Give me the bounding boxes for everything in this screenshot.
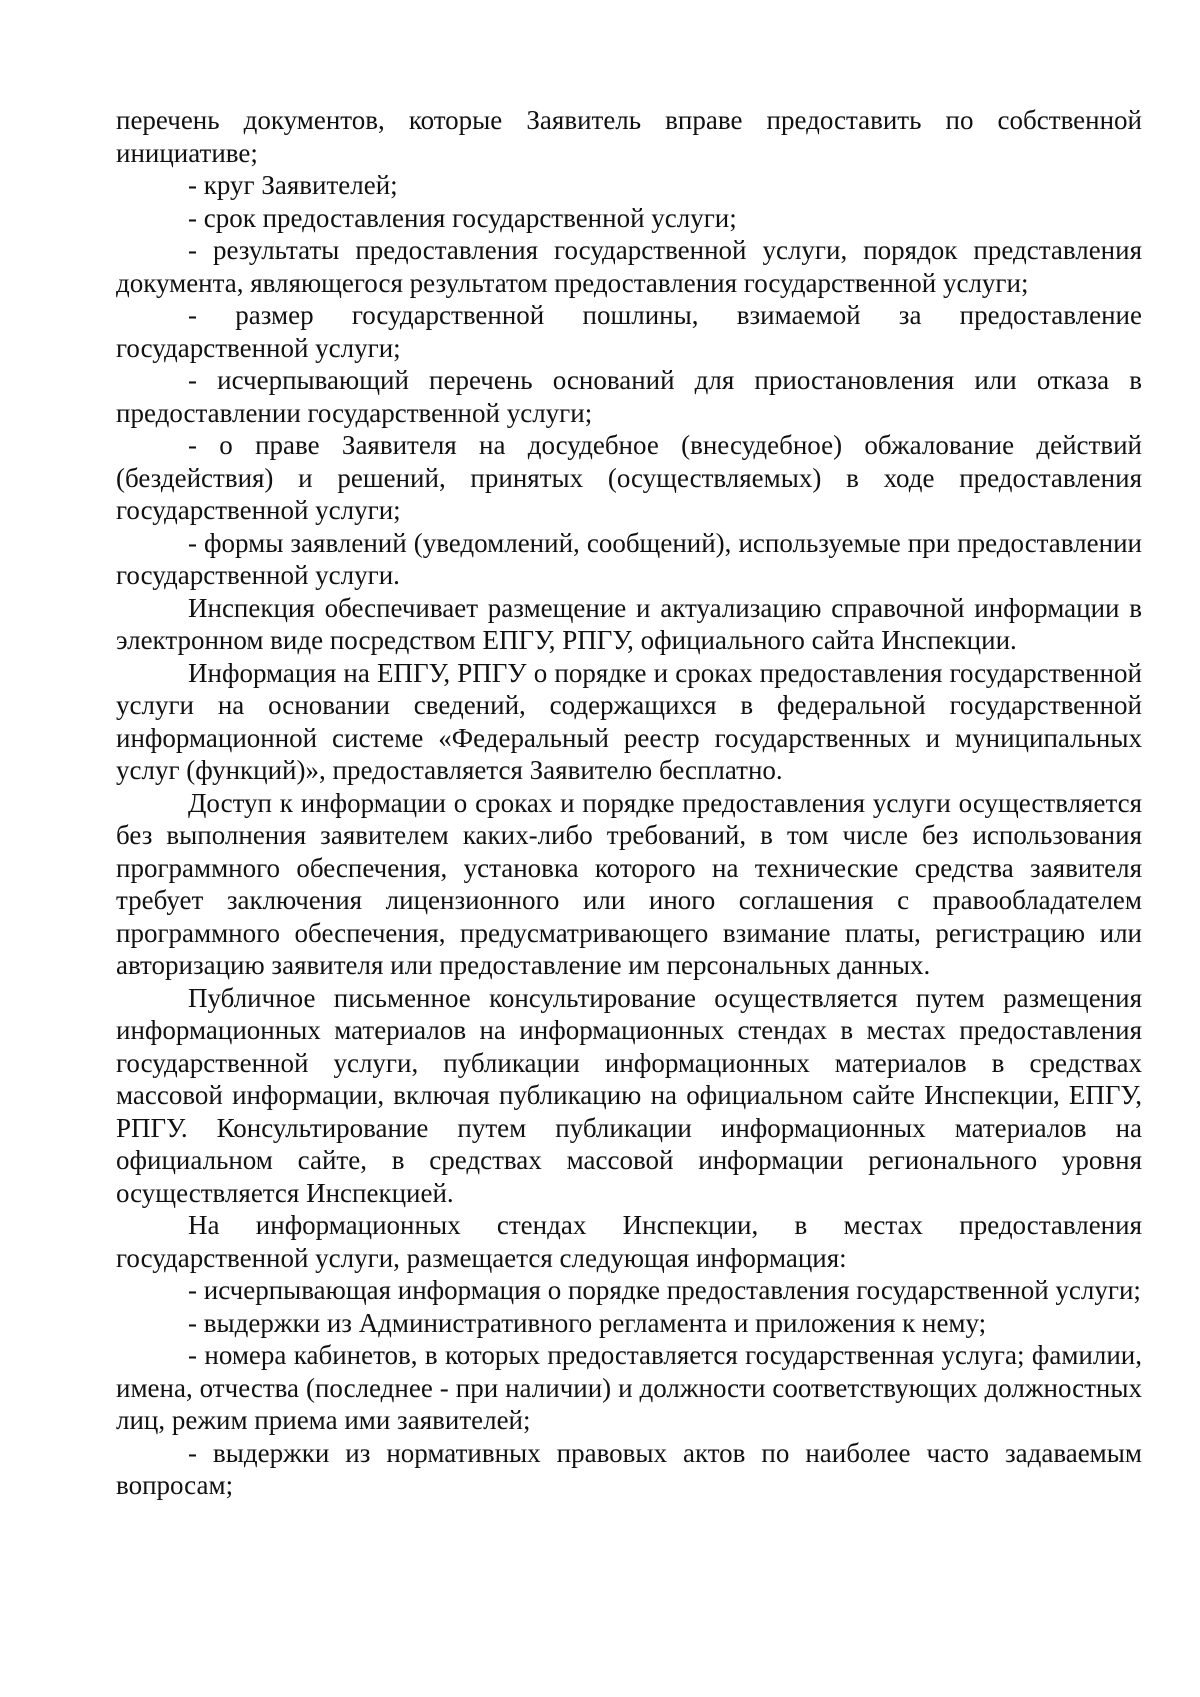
list-item: - размер государственной пошлины, взимаемой за предоставление государственной услуги;: [116, 300, 1142, 363]
paragraph: На информационных стендах Инспекции, в местах предоставления государственной услуги, размещается следующая информация:: [116, 1210, 1142, 1273]
paragraph: Инспекция обеспечивает размещение и актуализацию справочной информации в электронном виде посредством ЕПГУ, РПГУ, официального сайта Инспекции.: [116, 592, 1142, 655]
paragraph: Доступ к информации о сроках и порядке предоставления услуги осуществляется без выполнения заявителем каких-либо требований, в том числе без использования программного обеспечения, установка которого на технические средства заявителя требует заключения лицензионного или иного соглашения с правообладателем программного обеспечения, предусматривающего взимание платы, регистрацию или авторизацию заявителя или предоставление им персональных данных.: [116, 787, 1142, 980]
list-item: - срок предоставления государственной услуги;: [188, 202, 737, 233]
list-item: - исчерпывающий перечень оснований для приостановления или отказа в предоставлении государственной услуги;: [116, 365, 1142, 428]
list-item: - результаты предоставления государственной услуги, порядок представления документа, являющегося результатом предоставления государственной услуги;: [116, 235, 1142, 298]
paragraph: перечень документов, которые Заявитель вправе предоставить по собственной инициативе;: [116, 105, 1142, 168]
list-item: - формы заявлений (уведомлений, сообщений), используемые при предоставлении государственной услуги.: [116, 527, 1142, 590]
list-item: - выдержки из Административного регламента и приложения к нему;: [188, 1307, 987, 1338]
list-item: - исчерпывающая информация о порядке предоставления государственной услуги;: [188, 1275, 1141, 1305]
document-page: [116, 104, 1142, 1502]
paragraph: Информация на ЕПГУ, РПГУ о порядке и сроках предоставления государственной услуги на основании сведений, содержащихся в федеральной государственной информационной системе «Федеральный реестр государственных и муниципальных услуг (функций)», предоставляется Заявителю бесплатно.: [116, 657, 1142, 785]
list-item: - круг Заявителей;: [188, 170, 398, 200]
list-item: - номера кабинетов, в которых предоставляется государственная услуга; фамилии, имена, отчества (последнее - при наличии) и должности соответствующих должностных лиц, режим приема ими заявителей;: [116, 1340, 1142, 1435]
paragraph: Публичное письменное консультирование осуществляется путем размещения информационных материалов на информационных стендах в местах предоставления государственной услуги, публикации информационных материалов в средствах массовой информации, включая публикацию на официальном сайте Инспекции, ЕПГУ, РПГУ. Консультирование путем публикации информационных материалов на официальном сайте, в средствах массовой информации регионального уровня осуществляется Инспекцией.: [116, 982, 1142, 1208]
list-item: - о праве Заявителя на досудебное (внесудебное) обжалование действий (бездействия) и решений, принятых (осуществляемых) в ходе предоставления государственной услуги;: [116, 430, 1142, 525]
list-item: - выдержки из нормативных правовых актов по наиболее часто задаваемым вопросам;: [116, 1437, 1142, 1500]
